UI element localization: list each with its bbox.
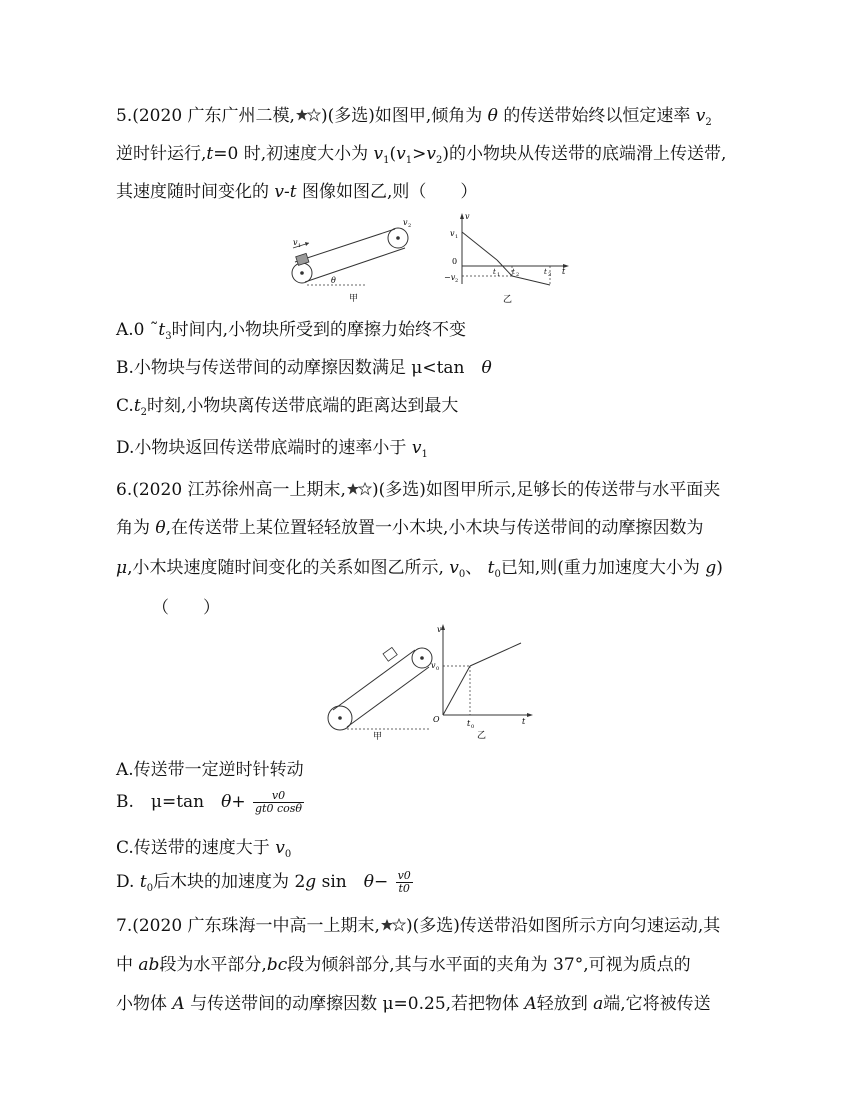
- q5-figure-vt-graph: [440, 210, 575, 305]
- svg-text:2: 2: [455, 278, 459, 284]
- svg-text:v: v: [465, 212, 470, 221]
- q6-line3: μ,小木块速度随时间变化的关系如图乙所示, $v_0$、 $t_0$已知,则(重力加速度大小为 g): [116, 558, 723, 580]
- q6-option-b: B. μ=tan θ+ $\frac{v0}{gt0 \cos\theta}$: [116, 789, 303, 815]
- q7-line3: 小物体 A 与传送带间的动摩擦因数 μ=0.25,若把物体 A轻放到 a端,它将被传送: [116, 994, 711, 1014]
- svg-text:1: 1: [497, 272, 501, 278]
- q6-figure-vt-graph: [425, 620, 540, 740]
- difficulty-star-icon: [295, 108, 321, 122]
- svg-text:v: v: [431, 661, 436, 670]
- q5-option-a: A.0 $˜t_3$时间内,小物块所受到的摩擦力始终不变: [116, 320, 467, 342]
- q5-line2: 逆时针运行,t=0 时,初速度大小为 $v_1(v_1>v_2)$的小物块从传送带的底端滑上传送带,: [116, 144, 727, 166]
- difficulty-star-icon: [380, 918, 406, 932]
- q5-line3: 其速度随时间变化的 v-t 图像如图乙,则（ ）: [116, 182, 478, 202]
- svg-text:v: v: [403, 218, 408, 227]
- q6-answer-blank: （ ）: [152, 598, 220, 618]
- svg-text:2: 2: [408, 223, 412, 229]
- svg-text:t: t: [544, 268, 547, 276]
- svg-text:θ: θ: [331, 276, 336, 285]
- svg-text:−v: −v: [444, 273, 456, 282]
- svg-text:t: t: [522, 717, 526, 726]
- svg-text:0: 0: [436, 666, 440, 672]
- q6-option-a: A.传送带一定逆时针转动: [116, 760, 304, 780]
- difficulty-star-icon: [346, 482, 372, 496]
- q6-option-d: D. $t_0$后木块的加速度为 2g sin θ− $\frac{v0}{t0}$: [116, 869, 411, 895]
- svg-text:甲: 甲: [349, 294, 359, 304]
- svg-text:v: v: [437, 625, 442, 634]
- q6-line1: 6.(2020 江苏徐州高一上期末, )(多选)如图甲所示,足够长的传送带与水平面夹: [116, 480, 721, 500]
- q7-line1: 7.(2020 广东珠海一中高一上期末, )(多选)传送带沿如图所示方向匀速运动,其: [116, 916, 721, 936]
- svg-text:O: O: [433, 715, 440, 724]
- q5-figure-belt: [285, 215, 420, 305]
- q6-option-d-fraction: $\frac{v0}{t0}$: [397, 869, 411, 895]
- q6-option-b-fraction: $\frac{v0}{gt0 \cos\theta}$: [255, 789, 303, 815]
- svg-text:0: 0: [471, 724, 475, 730]
- svg-text:t: t: [493, 268, 496, 276]
- svg-text:乙: 乙: [477, 731, 487, 740]
- svg-text:v: v: [293, 238, 298, 247]
- svg-text:v: v: [450, 229, 455, 238]
- svg-text:1: 1: [298, 243, 302, 249]
- svg-text:0: 0: [452, 257, 458, 266]
- q6-figure-belt: [325, 630, 440, 740]
- svg-text:2: 2: [516, 272, 520, 278]
- q6-option-c: C.传送带的速度大于 $v_0$: [116, 838, 292, 860]
- svg-text:t: t: [467, 719, 471, 728]
- svg-text:t: t: [562, 267, 566, 276]
- svg-text:1: 1: [455, 234, 459, 240]
- svg-text:甲: 甲: [373, 732, 383, 740]
- q6-line2: 角为 θ,在传送带上某位置轻轻放置一小木块,小木块与传送带间的动摩擦因数为: [116, 518, 704, 538]
- svg-text:3: 3: [548, 272, 552, 278]
- svg-text:t: t: [512, 268, 515, 276]
- q5-option-c: $C.t_2$时刻,小物块离传送带底端的距离达到最大: [116, 396, 459, 418]
- svg-text:乙: 乙: [503, 295, 513, 305]
- q7-line2: 中 ab段为水平部分,bc段为倾斜部分,其与水平面的夹角为 37°,可视为质点的: [116, 955, 691, 975]
- q5-option-b: B.小物块与传送带间的动摩擦因数满足 μ<tan θ: [116, 358, 492, 378]
- q5-line1: 5.(2020 广东广州二模, )(多选)如图甲,倾角为 θ 的传送带始终以恒定速率 $v_2$: [116, 106, 712, 128]
- q5-option-d: D.小物块返回传送带底端时的速率小于 $v_1$: [116, 438, 428, 460]
